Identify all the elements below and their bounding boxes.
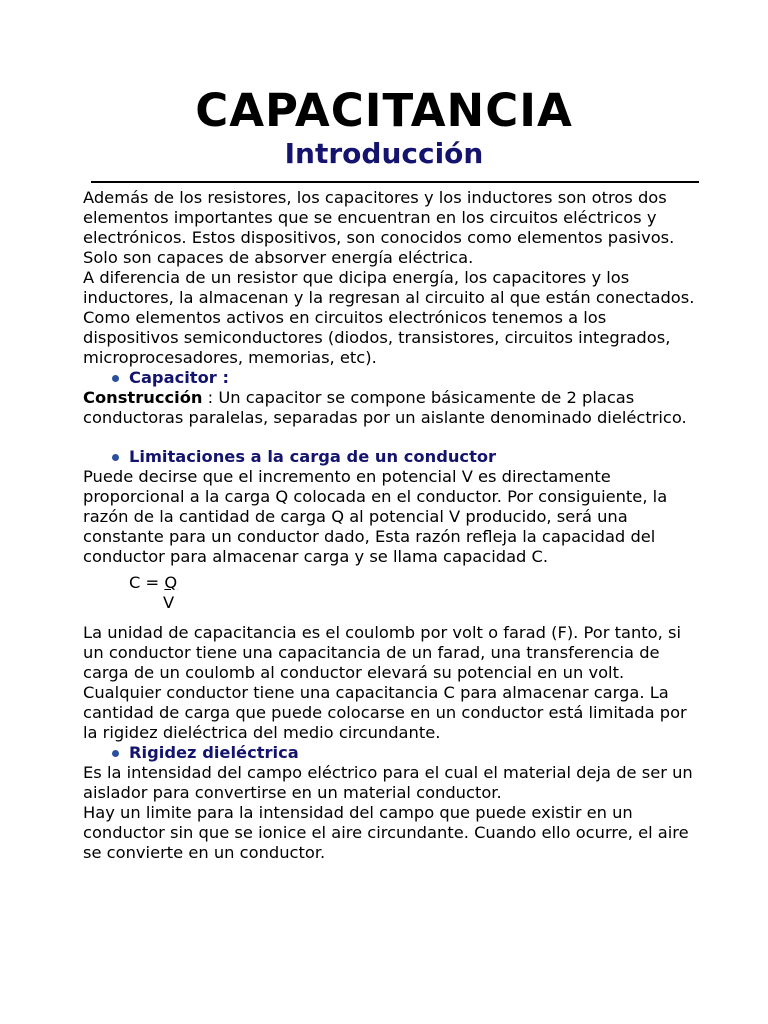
conductor-paragraph: Cualquier conductor tiene una capacitancia C para almacenar carga. La cantidad de carga que puede colocarse en un conductor está limitada por la rigidez dieléctrica del medio circundante. <box>83 683 687 742</box>
title-divider <box>91 181 699 183</box>
intro-paragraph-1: Además de los resistores, los capacitores y los inductores son otros dos elementos importantes que se encuentran en los circuitos eléctricos y electrónicos. Estos dispositivos, son conocidos como elementos pasivos. Solo son capaces de absorver energía eléctrica. <box>83 188 675 267</box>
formula-numerator: Q <box>164 573 178 592</box>
section-heading-text: Limitaciones a la carga de un conductor <box>129 447 497 466</box>
formula-line-1 <box>129 573 703 593</box>
formula-denominator: V <box>163 593 175 612</box>
bullet-dot-icon <box>112 750 119 757</box>
unit-paragraph: La unidad de capacitancia es el coulomb por volt o farad (F). Por tanto, si un conductor tiene una capacitancia de un farad, una transferencia de carga de un coulomb al conductor elevará su potencial en un volt. <box>83 623 681 682</box>
formula-lhs: C = <box>129 573 165 592</box>
limitaciones-paragraph: Puede decirse que el incremento en potencial V es directamente proporcional a la carga Q colocada en el conductor. Por consiguiente, la razón de la cantidad de carga Q al potencial V producido, será una constante para un conductor dado, Esta razón refleja la capacidad del conductor para almacenar carga y se llama capacidad C. <box>83 467 668 566</box>
document-title: CAPACITANCIA <box>195 84 573 137</box>
spacer <box>83 428 703 447</box>
bullet-dot-icon <box>112 454 119 461</box>
intro-paragraph-3: Como elementos activos en circuitos electrónicos tenemos a los dispositivos semiconductores (diodos, transistores, circuitos integrados, microprocesadores, memorias, etc). <box>83 308 671 367</box>
section-heading-capacitor <box>83 368 703 388</box>
document-body <box>83 188 703 863</box>
section-heading-rigidez <box>83 743 703 763</box>
spacer <box>83 613 703 623</box>
intro-paragraph-2: A diferencia de un resistor que dicipa energía, los capacitores y los inductores, la almacenan y la regresan al circuito al que están conectados. <box>83 268 695 307</box>
bullet-dot-icon <box>112 375 119 382</box>
construction-term: Construcción <box>83 388 203 407</box>
document-subtitle: Introducción <box>284 137 484 170</box>
rigidez-paragraph-2: Hay un limite para la intensidad del campo que puede existir en un conductor sin que se ionice el aire circundante. Cuando ello ocurre, el aire se convierte en un conductor. <box>83 803 689 862</box>
construction-paragraph <box>83 388 703 428</box>
section-heading-limitaciones <box>83 447 703 467</box>
rigidez-paragraph-1: Es la intensidad del campo eléctrico para el cual el material deja de ser un aislador para convertirse en un material conductor. <box>83 763 693 802</box>
section-heading-text: Rigidez dieléctrica <box>129 743 299 762</box>
capacitance-formula <box>83 573 703 613</box>
section-heading-text: Capacitor : <box>129 368 229 387</box>
construction-text: : Un capacitor se compone básicamente de 2 placas conductoras paralelas, separadas por un aislante denominado dieléctrico. <box>83 388 687 427</box>
